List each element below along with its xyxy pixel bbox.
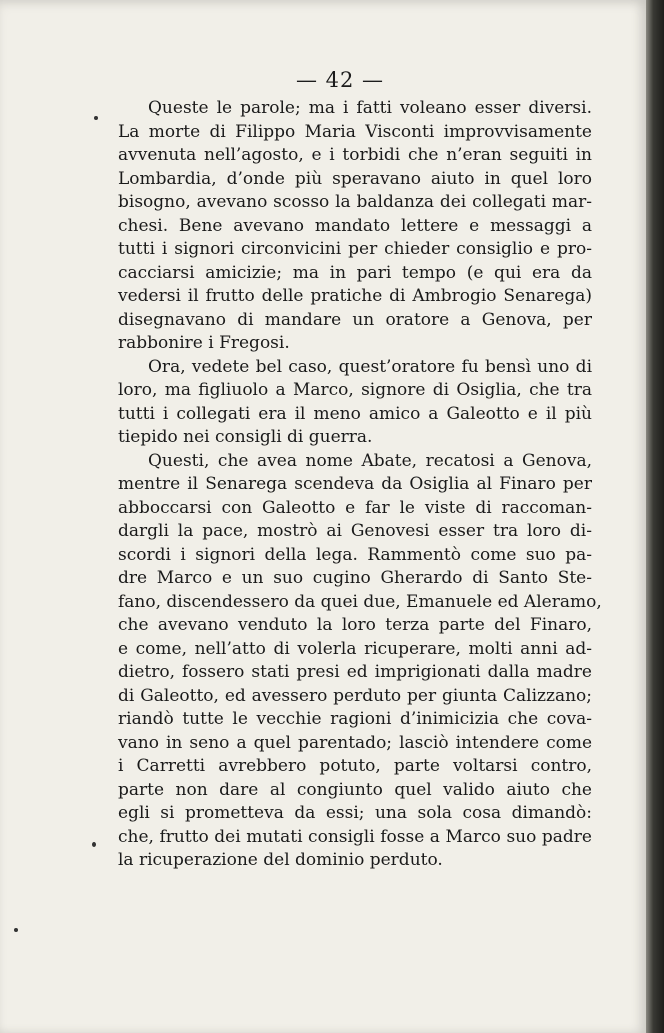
text-line: Lombardia, d’onde più speravano aiuto in quel loro xyxy=(118,168,592,189)
ink-speck xyxy=(94,116,98,120)
text-line: dietro, fossero stati presi ed imprigionati dalla madre xyxy=(118,662,592,682)
text-line: i Carretti avrebbero potuto, parte voltarsi contro, xyxy=(118,756,592,776)
text-line: vedersi il frutto delle pratiche di Ambrogio Senarega) xyxy=(118,286,592,306)
text-line: riandò tutte le vecchie ragioni d’inimicizia che cova- xyxy=(118,709,592,729)
text-line: egli si prometteva da essi; una sola cosa dimandò: xyxy=(118,803,592,823)
text-line: loro, ma figliuolo a Marco, signore di Osiglia, che tra xyxy=(118,380,592,400)
text-line: Questi, che avea nome Abate, recatosi a Genova, xyxy=(148,450,592,471)
book-spine xyxy=(646,0,664,1033)
text-line: disegnavano di mandare un oratore a Genova, per xyxy=(118,309,592,330)
text-line: bisogno, avevano scosso la baldanza dei collegati mar- xyxy=(118,192,592,212)
text-line: e come, nell’atto di volerla ricuperare, molti anni ad- xyxy=(118,638,592,659)
text-line: Ora, vedete bel caso, quest’oratore fu bensì uno di xyxy=(148,356,592,377)
text-line: abboccarsi con Galeotto e far le viste di raccoman- xyxy=(118,497,592,518)
text-line: che, frutto dei mutati consigli fosse a Marco suo padre xyxy=(118,826,592,847)
text-line: Queste le parole; ma i fatti voleano esser diversi. xyxy=(148,98,592,118)
text-line: tutti i signori circonvicini per chieder consiglio e pro- xyxy=(118,239,592,259)
text-line: cacciarsi amicizie; ma in pari tempo (e qui era da xyxy=(118,262,592,283)
text-line: dargli la pace, mostrò ai Genovesi esser tra loro di- xyxy=(118,521,592,541)
text-line: dre Marco e un suo cugino Gherardo di Santo Ste- xyxy=(118,568,592,588)
text-line: la ricuperazione del dominio perduto. xyxy=(118,850,443,870)
text-line: vano in seno a quel parentado; lasciò intendere come xyxy=(118,732,592,753)
text-line: La morte di Filippo Maria Visconti improvvisamente xyxy=(118,121,592,142)
text-line: di Galeotto, ed avessero perduto per giunta Calizzano; xyxy=(118,685,592,706)
text-line: rabbonire i Fregosi. xyxy=(118,333,290,353)
ink-speck xyxy=(92,842,96,847)
text-line: tutti i collegati era il meno amico a Galeotto e il più xyxy=(118,403,592,424)
body-text xyxy=(118,97,602,873)
text-line: che avevano venduto la loro terza parte del Finaro, xyxy=(118,615,592,635)
page-number: — 42 — xyxy=(295,68,385,92)
text-line: parte non dare al congiunto quel valido aiuto che xyxy=(118,779,592,800)
text-line: chesi. Bene avevano mandato lettere e messaggi a xyxy=(118,215,592,236)
ink-speck xyxy=(14,928,18,932)
text-line: fano, discendessero da quei due, Emanuele ed Aleramo, xyxy=(118,591,602,612)
text-line: avvenuta nell’agosto, e i torbidi che n’eran seguiti in xyxy=(118,145,592,165)
text-line: mentre il Senarega scendeva da Osiglia al Finaro per xyxy=(118,474,592,494)
text-line: scordi i signori della lega. Rammentò come suo pa- xyxy=(118,544,592,565)
text-line: tiepido nei consigli di guerra. xyxy=(118,427,373,447)
